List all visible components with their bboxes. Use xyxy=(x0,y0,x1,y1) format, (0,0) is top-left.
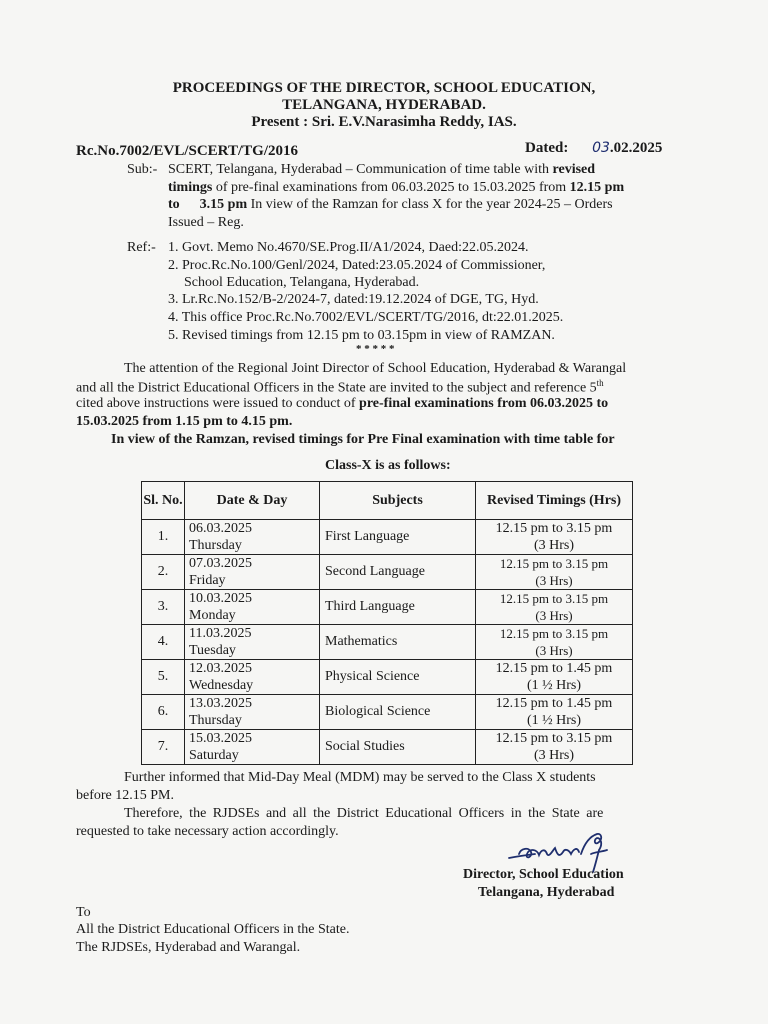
signatory-place: Telangana, Hyderabad xyxy=(478,885,615,900)
table-row xyxy=(142,660,633,695)
cell-date-day: 10.03.2025 Monday xyxy=(185,590,320,625)
cell-sl: 2. xyxy=(142,555,185,590)
para1-line1: The attention of the Regional Joint Director of School Education, Hyderabad & Warangal xyxy=(124,361,627,376)
dated-label: Dated: xyxy=(525,140,569,156)
table-row xyxy=(142,555,633,590)
header-line-2: TELANGANA, HYDERABAD. xyxy=(282,97,486,113)
subject-line-4: Issued – Reg. xyxy=(168,215,244,230)
para1-line3: cited above instructions were issued to conduct of pre-final examinations from 06.03.2025 to xyxy=(76,396,609,411)
ref-item-4: 4. This office Proc.Rc.No.7002/EVL/SCERT/TG/2016, dt:22.01.2025. xyxy=(168,310,564,325)
cell-date-day: 13.03.2025 Thursday xyxy=(185,695,320,730)
separator-stars: * * * * * xyxy=(356,343,395,355)
para1-line4: 15.03.2025 from 1.15 pm to 4.15 pm. xyxy=(76,414,293,429)
rc-number: Rc.No.7002/EVL/SCERT/TG/2016 xyxy=(76,143,298,159)
to-line-1: All the District Educational Officers in the State. xyxy=(76,922,350,937)
dated-field xyxy=(525,140,662,157)
table-row xyxy=(142,625,633,660)
cell-subject: Mathematics xyxy=(320,625,476,660)
cell-sl: 7. xyxy=(142,730,185,765)
cell-timing: 12.15 pm to 1.45 pm (1 ½ Hrs) xyxy=(476,695,633,730)
cell-subject: Third Language xyxy=(320,590,476,625)
header-sl-no: Sl. No. xyxy=(142,482,185,520)
cell-sl: 6. xyxy=(142,695,185,730)
cell-timing: 12.15 pm to 1.45 pm (1 ½ Hrs) xyxy=(476,660,633,695)
cell-date-day: 07.03.2025 Friday xyxy=(185,555,320,590)
cell-subject: First Language xyxy=(320,520,476,555)
cell-timing: 12.15 pm to 3.15 pm (3 Hrs) xyxy=(476,625,633,660)
cell-date-day: 06.03.2025 Thursday xyxy=(185,520,320,555)
subject-line-1: SCERT, Telangana, Hyderabad – Communication of time table with revised xyxy=(168,162,596,177)
para3-line2: before 12.15 PM. xyxy=(76,788,174,803)
cell-timing: 12.15 pm to 3.15 pm (3 Hrs) xyxy=(476,520,633,555)
table-row xyxy=(142,590,633,625)
cell-timing: 12.15 pm to 3.15 pm (3 Hrs) xyxy=(476,730,633,765)
header-date-day: Date & Day xyxy=(185,482,320,520)
para2-line2: Class-X is as follows: xyxy=(325,458,451,473)
cell-timing: 12.15 pm to 3.15 pm (3 Hrs) xyxy=(476,555,633,590)
cell-sl: 5. xyxy=(142,660,185,695)
table-row xyxy=(142,695,633,730)
cell-subject: Biological Science xyxy=(320,695,476,730)
ref-item-5: 5. Revised timings from 12.15 pm to 03.15pm in view of RAMZAN. xyxy=(168,328,555,343)
cell-sl: 1. xyxy=(142,520,185,555)
cell-sl: 3. xyxy=(142,590,185,625)
subject-label: Sub:- xyxy=(127,162,158,177)
date-handwritten-day: 03 xyxy=(592,140,610,156)
cell-date-day: 15.03.2025 Saturday xyxy=(185,730,320,765)
para4-line2: requested to take necessary action accordingly. xyxy=(76,824,339,839)
timetable xyxy=(141,481,633,765)
ref-item-2a: 2. Proc.Rc.No.100/Genl/2024, Dated:23.05.2024 of Commissioner, xyxy=(168,258,546,273)
ref-item-3: 3. Lr.Rc.No.152/B-2/2024-7, dated:19.12.2024 of DGE, TG, Hyd. xyxy=(168,292,539,307)
cell-subject: Physical Science xyxy=(320,660,476,695)
header-subjects: Subjects xyxy=(320,482,476,520)
table-row xyxy=(142,520,633,555)
para4-line1: Therefore, the RJDSEs and all the District Educational Officers in the State are xyxy=(124,806,604,821)
header-present: Present : Sri. E.V.Narasimha Reddy, IAS. xyxy=(251,114,517,130)
para1-line2: and all the District Educational Officers in the State are invited to the subject and reference 5th xyxy=(76,378,604,396)
ref-item-1: 1. Govt. Memo No.4670/SE.Prog.II/A1/2024, Daed:22.05.2024. xyxy=(168,240,529,255)
para3-line1: Further informed that Mid-Day Meal (MDM) may be served to the Class X students xyxy=(124,770,596,785)
subject-line-2: timings of pre-final examinations from 06.03.2025 to 15.03.2025 from 12.15 pm xyxy=(168,180,625,195)
table-row xyxy=(142,730,633,765)
to-label: To xyxy=(76,905,91,920)
ref-label: Ref:- xyxy=(127,240,156,255)
cell-timing: 12.15 pm to 3.15 pm (3 Hrs) xyxy=(476,590,633,625)
para2-line1: In view of the Ramzan, revised timings for Pre Final examination with time table for xyxy=(111,432,615,447)
subject-line-3: to 3.15 pm In view of the Ramzan for class X for the year 2024-25 – Orders xyxy=(168,197,613,212)
table-header-row xyxy=(142,482,633,520)
cell-sl: 4. xyxy=(142,625,185,660)
signatory-title: Director, School Education xyxy=(463,867,624,882)
cell-subject: Second Language xyxy=(320,555,476,590)
header-line-1: PROCEEDINGS OF THE DIRECTOR, SCHOOL EDUCATION, xyxy=(172,80,596,96)
date-printed: .02.2025 xyxy=(609,140,663,156)
header-revised-timings: Revised Timings (Hrs) xyxy=(476,482,633,520)
cell-subject: Social Studies xyxy=(320,730,476,765)
to-line-2: The RJDSEs, Hyderabad and Warangal. xyxy=(76,940,301,955)
cell-date-day: 12.03.2025 Wednesday xyxy=(185,660,320,695)
ref-item-2b: School Education, Telangana, Hyderabad. xyxy=(184,275,420,290)
cell-date-day: 11.03.2025 Tuesday xyxy=(185,625,320,660)
